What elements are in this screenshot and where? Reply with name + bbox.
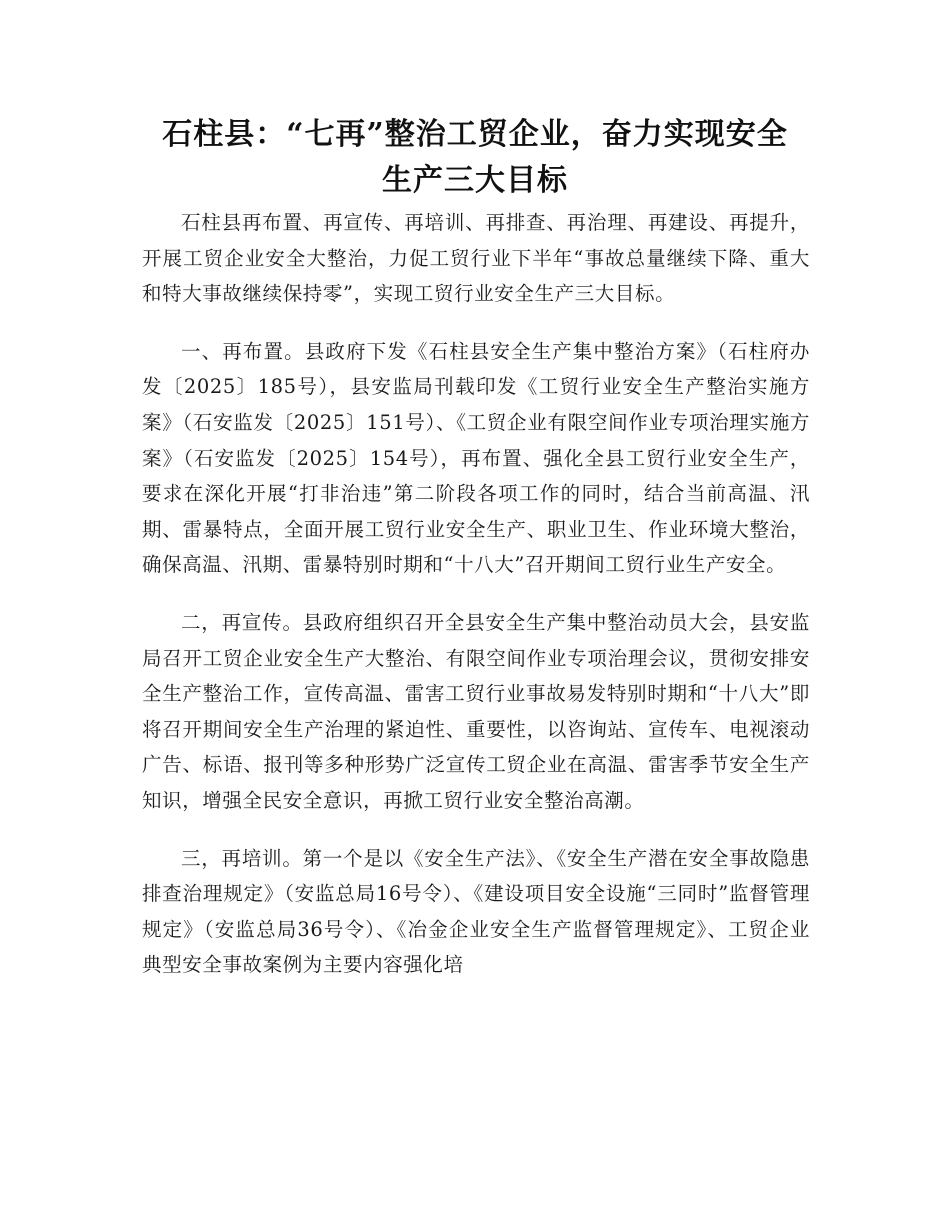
title-line-1: 石柱县：“七再”整治工贸企业，奋力实现安全 xyxy=(162,117,788,152)
document-body xyxy=(142,205,810,1005)
paragraph-repeixun: 三，再培训。第一个是以《安全生产法》、《安全生产潜在安全事故隐患排查治理规定》（安监总局16号令）、《建设项目安全设施“三同时”监督管理规定》（安监总局36号令）、《冶金企业安全生产监督管理规定》、工贸企业典型安全事故案例为主要内容强化培 xyxy=(142,846,810,977)
title-line-2: 生产三大目标 xyxy=(382,163,568,198)
document-title xyxy=(120,112,830,204)
paragraph-rebuzhi: 一、再布置。县政府下发《石柱县安全生产集中整治方案》（石柱府办发〔2025〕185号），县安监局刊载印发《工贸行业安全生产整治实施方案》（石安监发〔2025〕151号）、《工贸企业有限空间作业专项治理实施方案》（石安监发〔2025〕154号），再布置、强化全县工贸行业安全生产，要求在深化开展“打非治违”第二阶段各项工作的同时，结合当前高温、汛期、雷暴特点，全面开展工贸行业安全生产、职业卫生、作业环境大整治，确保高温、汛期、雷暴特别时期和“十八大”召开期间工贸行业生产安全。 xyxy=(142,339,810,577)
paragraph-rexuanchuan: 二，再宣传。县政府组织召开全县安全生产集中整治动员大会，县安监局召开工贸企业安全生产大整治、有限空间作业专项治理会议，贯彻安排安全生产整治工作，宣传高温、雷害工贸行业事故易发特别时期和“十八大”即将召开期间安全生产治理的紧迫性、重要性，以咨询站、宣传车、电视滚动广告、标语、报刊等多种形势广泛宣传工贸企业在高温、雷害季节安全生产知识，增强全民安全意识，再掀工贸行业安全整治高潮。 xyxy=(142,610,810,812)
paragraph-intro: 石柱县再布置、再宣传、再培训、再排查、再治理、再建设、再提升，开展工贸企业安全大整治，力促工贸行业下半年“事故总量继续下降、重大和特大事故继续保持零”，实现工贸行业安全生产三大目标。 xyxy=(142,211,810,306)
